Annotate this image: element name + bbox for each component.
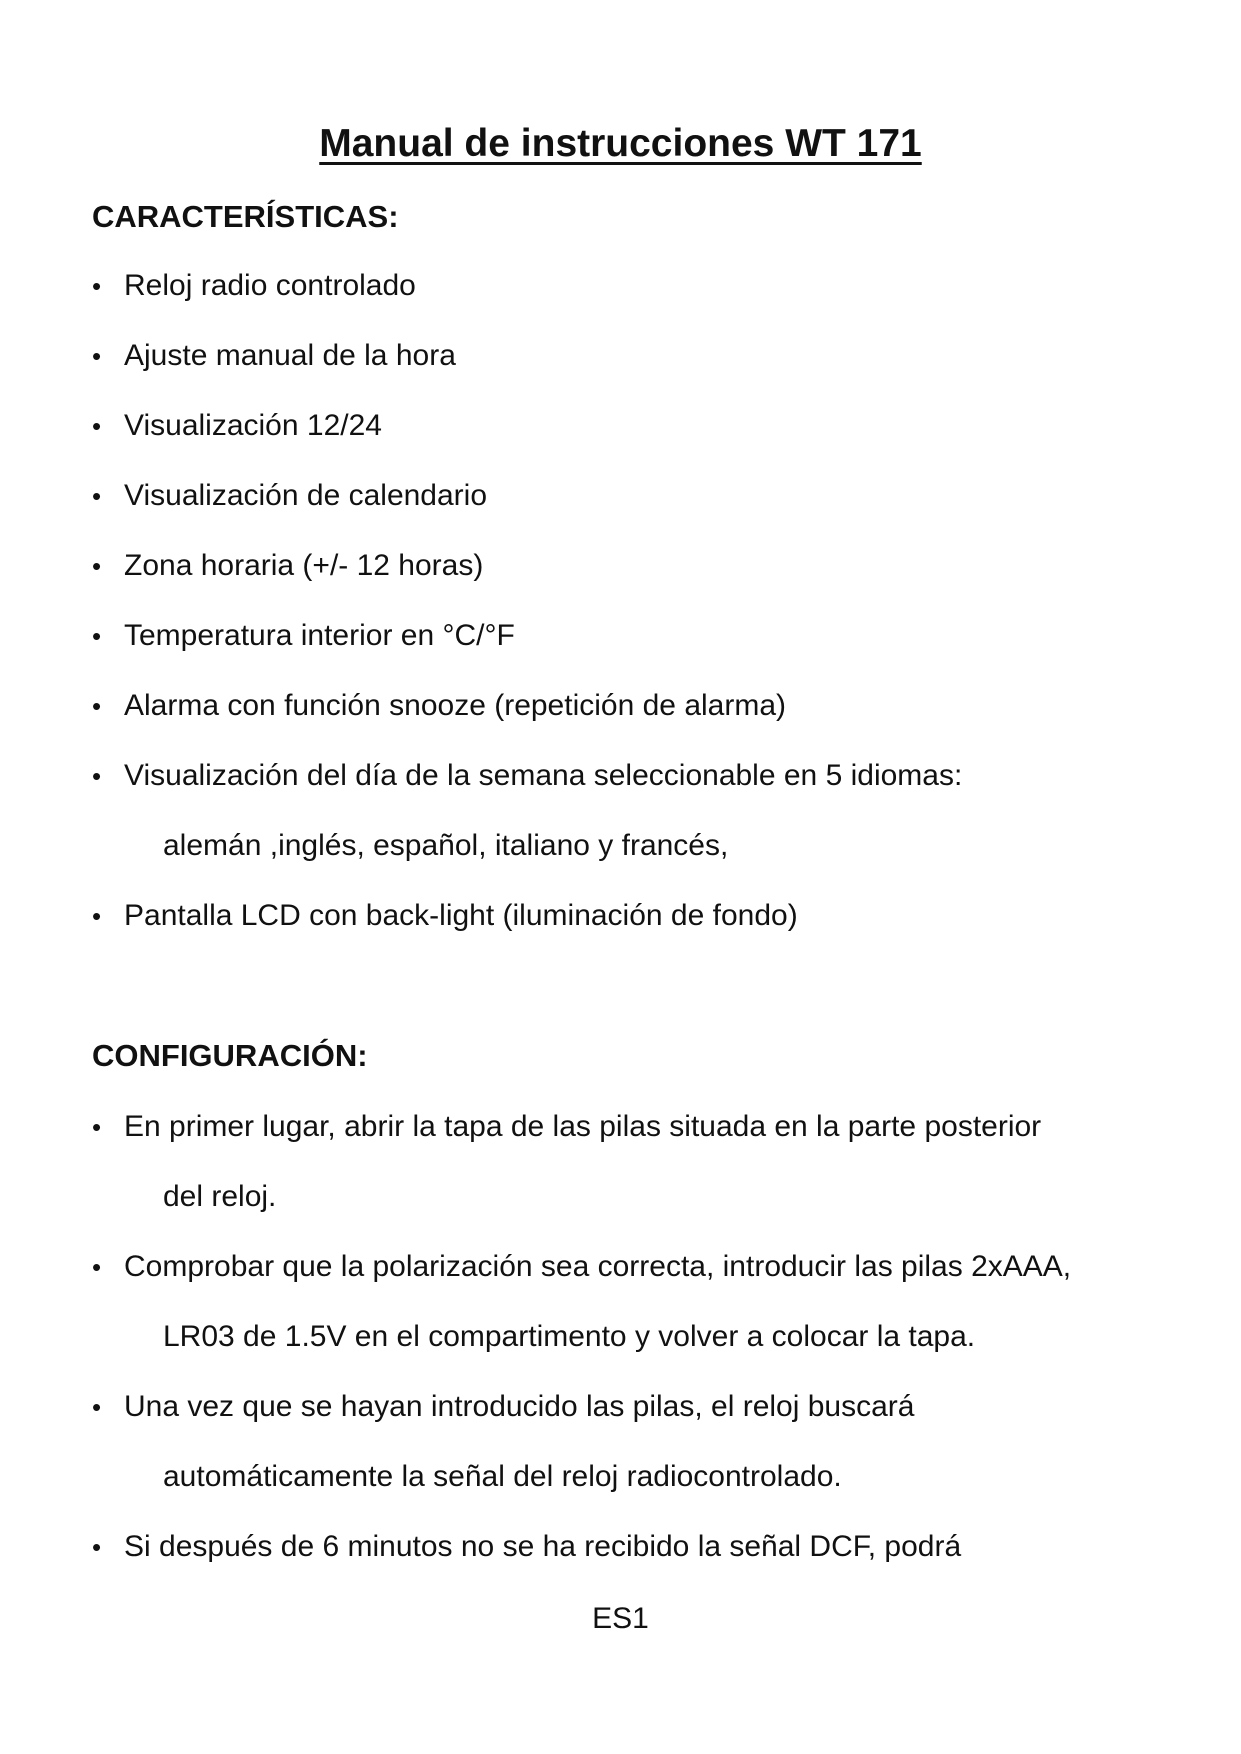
- feature-item: • Visualización del día de la semana seleccionable en 5 idiomas:: [92, 759, 963, 792]
- feature-item-continuation: alemán ,inglés, español, italiano y francés,: [163, 829, 729, 862]
- bullet-icon: •: [92, 271, 102, 301]
- setup-item-continuation: del reloj.: [163, 1180, 277, 1213]
- features-heading: CARACTERÍSTICAS:: [92, 199, 399, 234]
- setup-item: • Una vez que se hayan introducido las pilas, el reloj buscará: [92, 1390, 915, 1423]
- setup-item: • Comprobar que la polarización sea correcta, introducir las pilas 2xAAA,: [92, 1250, 1072, 1283]
- feature-item: • Ajuste manual de la hora: [92, 339, 456, 372]
- bullet-icon: •: [92, 691, 102, 721]
- setup-item-continuation: automáticamente la señal del reloj radiocontrolado.: [163, 1460, 842, 1493]
- setup-item: • Si después de 6 minutos no se ha recibido la señal DCF, podrá: [92, 1530, 962, 1563]
- page-title: Manual de instrucciones WT 171: [319, 122, 922, 165]
- page-number: ES1: [592, 1602, 649, 1635]
- bullet-icon: •: [92, 1252, 102, 1282]
- bullet-icon: •: [92, 761, 102, 791]
- bullet-icon: •: [92, 481, 102, 511]
- bullet-icon: •: [92, 341, 102, 371]
- bullet-icon: •: [92, 621, 102, 651]
- setup-heading: CONFIGURACIÓN:: [92, 1038, 368, 1073]
- feature-item: • Zona horaria (+/- 12 horas): [92, 549, 484, 582]
- bullet-icon: •: [92, 1532, 102, 1562]
- feature-item: • Alarma con función snooze (repetición de alarma): [92, 689, 787, 722]
- bullet-icon: •: [92, 901, 102, 931]
- bullet-icon: •: [92, 551, 102, 581]
- bullet-icon: •: [92, 1112, 102, 1142]
- feature-item: • Reloj radio controlado: [92, 269, 416, 302]
- setup-item: • En primer lugar, abrir la tapa de las pilas situada en la parte posterior: [92, 1110, 1042, 1143]
- feature-item: • Temperatura interior en °C/°F: [92, 619, 515, 652]
- bullet-icon: •: [92, 411, 102, 441]
- bullet-icon: •: [92, 1392, 102, 1422]
- feature-item: • Pantalla LCD con back-light (iluminación de fondo): [92, 899, 798, 932]
- feature-item: • Visualización 12/24: [92, 409, 382, 442]
- feature-item: • Visualización de calendario: [92, 479, 488, 512]
- setup-item-continuation: LR03 de 1.5V en el compartimento y volver a colocar la tapa.: [163, 1320, 976, 1353]
